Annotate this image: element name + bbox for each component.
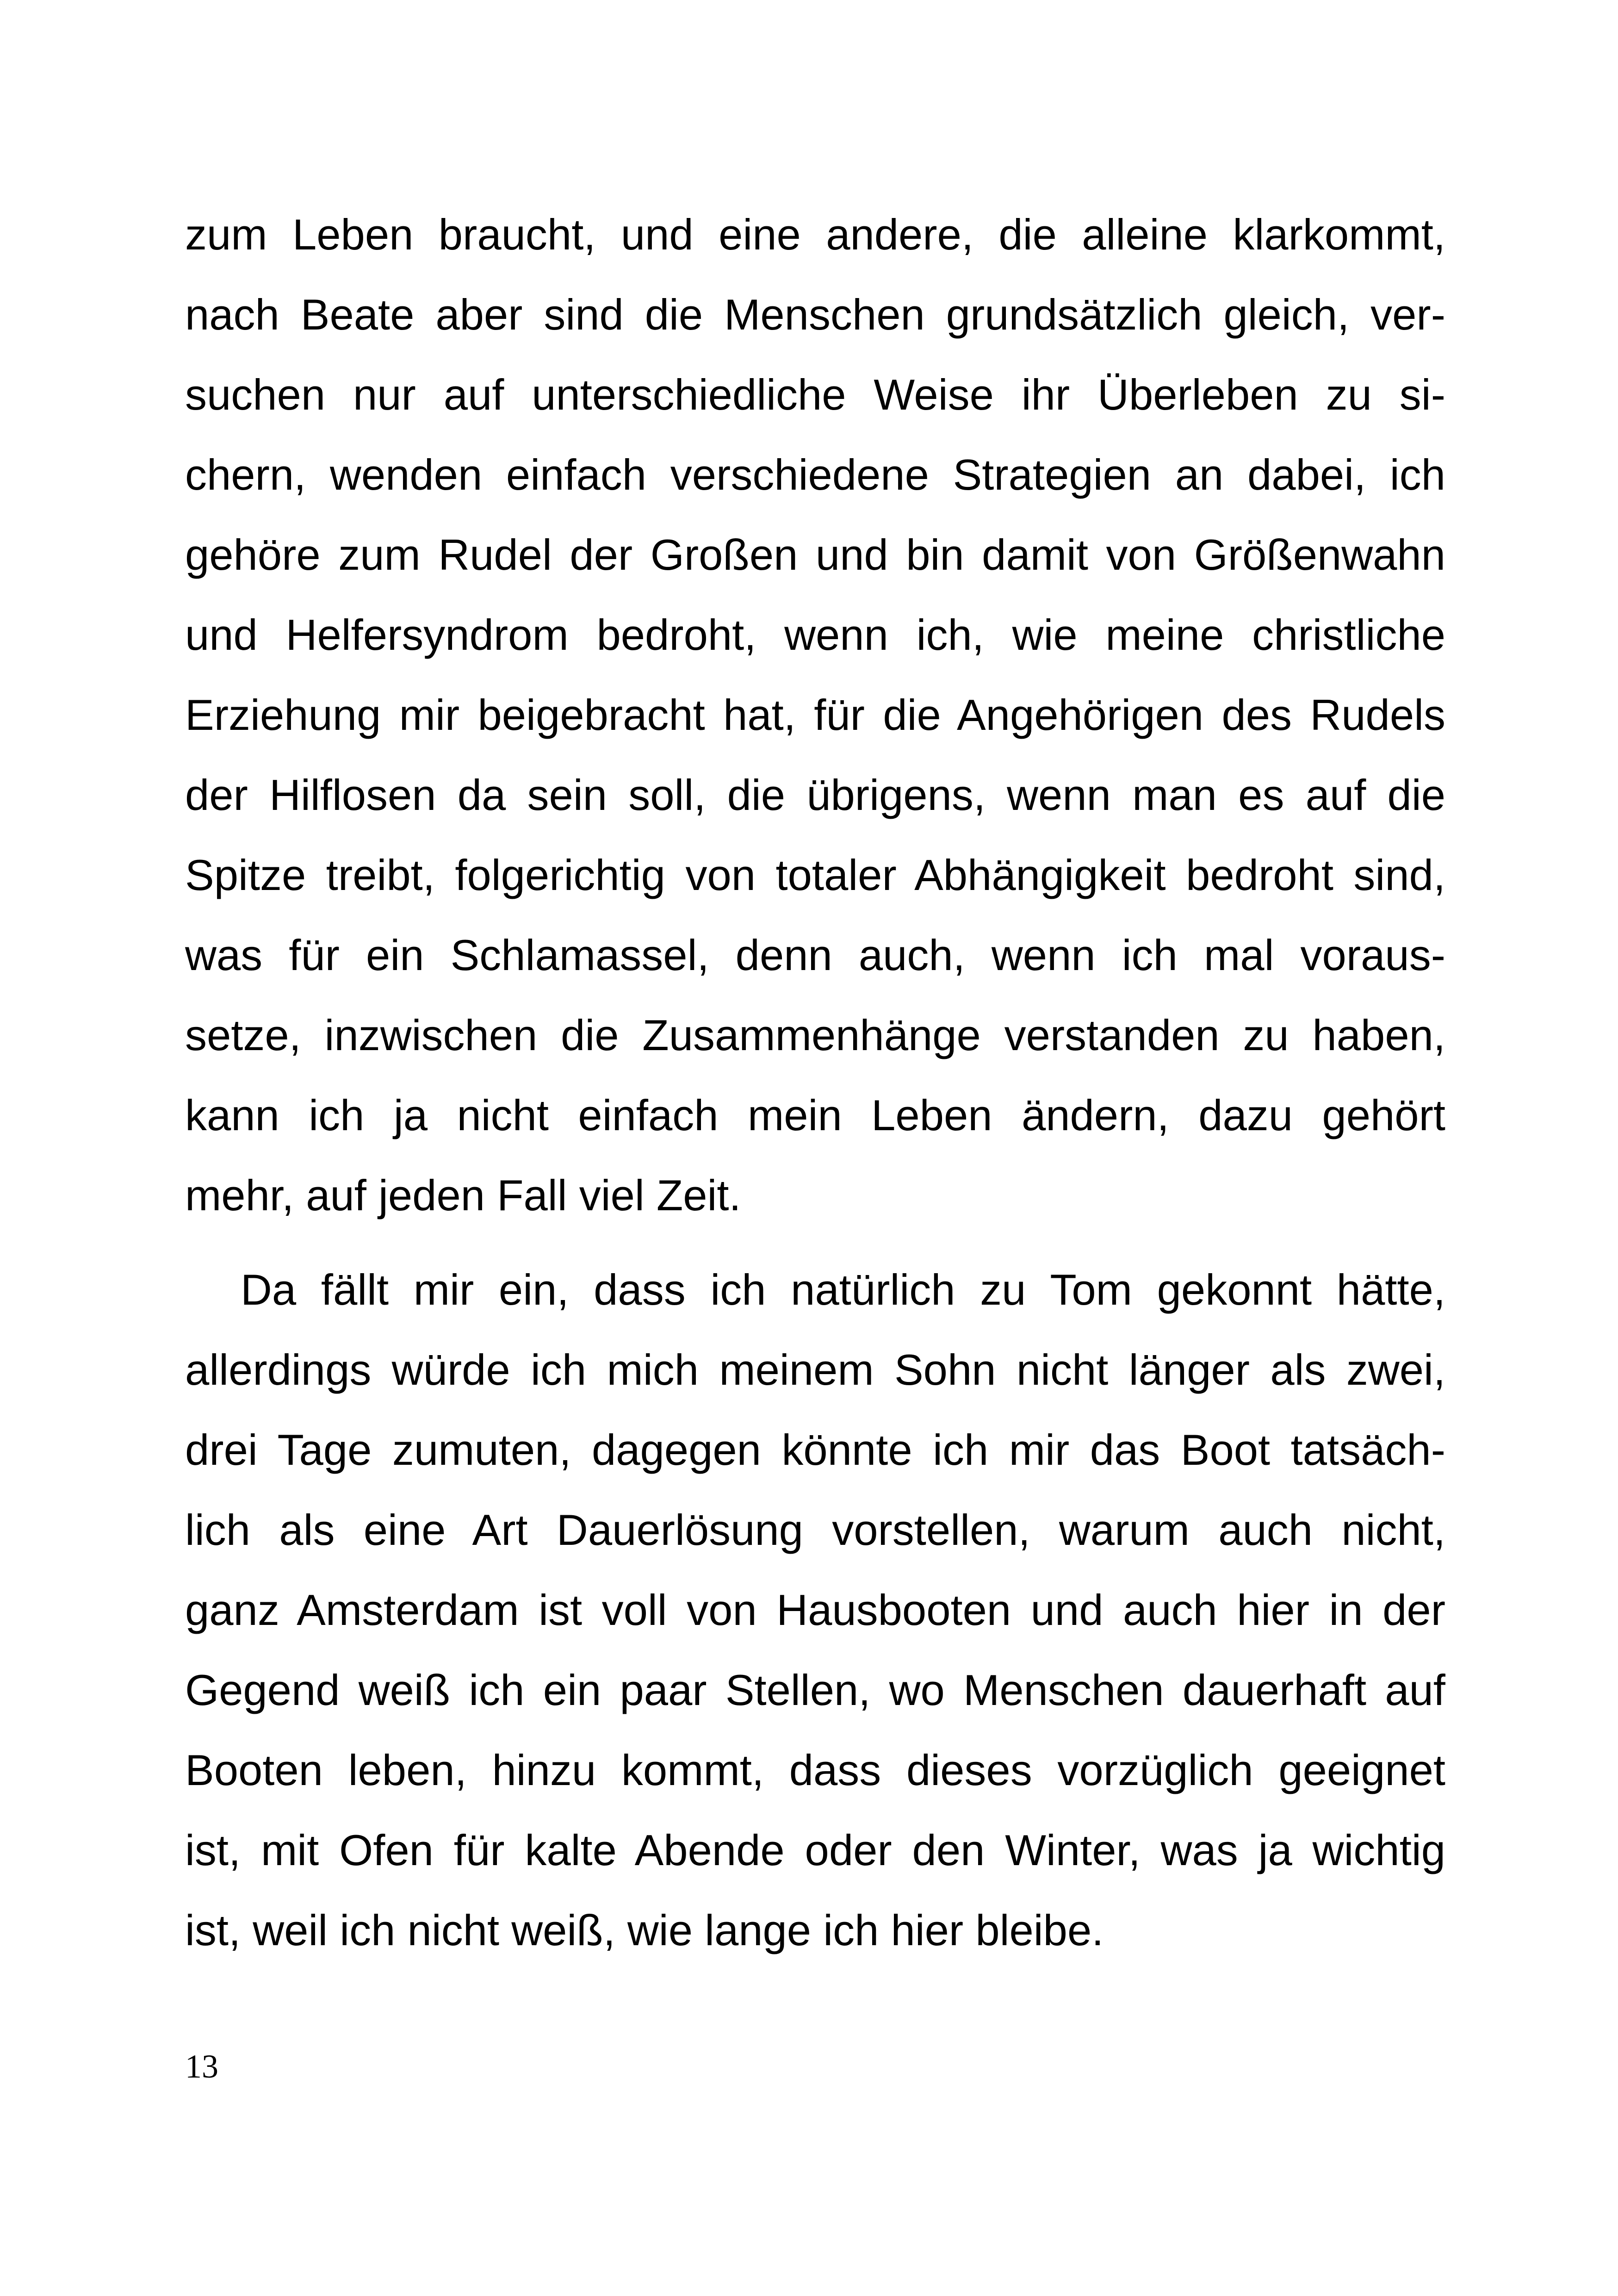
text-line: Da fällt mir ein, dass ich natürlich zu Tom gekonnt hätte, (241, 1265, 1445, 1314)
text-line: Spitze treibt, folgerichtig von totaler Abhängigkeit bedroht sind, (185, 851, 1445, 899)
text-line: chern, wenden einfach verschiedene Strategien an dabei, ich (185, 450, 1445, 499)
text-line: was für ein Schlamassel, denn auch, wenn ich mal voraus- (185, 931, 1445, 979)
text-line: Booten leben, hinzu kommt, dass dieses vorzüglich geeignet (185, 1746, 1445, 1794)
page-number: 13 (185, 2048, 218, 2085)
text-line: ist, mit Ofen für kalte Abende oder den Winter, was ja wichtig (185, 1826, 1445, 1874)
text-line: und Helfersyndrom bedroht, wenn ich, wie meine christliche (185, 610, 1445, 659)
text-line: mehr, auf jeden Fall viel Zeit. (185, 1171, 741, 1220)
paragraph-2 (185, 1250, 1445, 1970)
text-line: gehöre zum Rudel der Großen und bin damit von Größenwahn (185, 530, 1445, 579)
text-line: ganz Amsterdam ist voll von Hausbooten und auch hier in der (185, 1586, 1445, 1634)
text-line: Gegend weiß ich ein paar Stellen, wo Menschen dauerhaft auf (185, 1666, 1445, 1714)
text-line: allerdings würde ich mich meinem Sohn nicht länger als zwei, (185, 1345, 1445, 1394)
text-line: der Hilflosen da sein soll, die übrigens, wenn man es auf die (185, 771, 1445, 819)
text-line: nach Beate aber sind die Menschen grundsätzlich gleich, ver- (185, 290, 1445, 339)
text-line: lich als eine Art Dauerlösung vorstellen, warum auch nicht, (185, 1506, 1445, 1554)
text-line: zum Leben braucht, und eine andere, die alleine klarkommt, (185, 210, 1445, 259)
text-line: ist, weil ich nicht weiß, wie lange ich hier bleibe. (185, 1906, 1104, 1954)
text-line: setze, inzwischen die Zusammenhänge verstanden zu haben, (185, 1011, 1445, 1059)
text-line: suchen nur auf unterschiedliche Weise ihr Überleben zu si- (185, 370, 1445, 419)
text-line: kann ich ja nicht einfach mein Leben ändern, dazu gehört (185, 1091, 1445, 1139)
paragraph-1 (185, 194, 1445, 1235)
text-line: drei Tage zumuten, dagegen könnte ich mir das Boot tatsäch- (185, 1425, 1445, 1474)
text-line: Erziehung mir beigebracht hat, für die Angehörigen des Rudels (185, 691, 1445, 739)
